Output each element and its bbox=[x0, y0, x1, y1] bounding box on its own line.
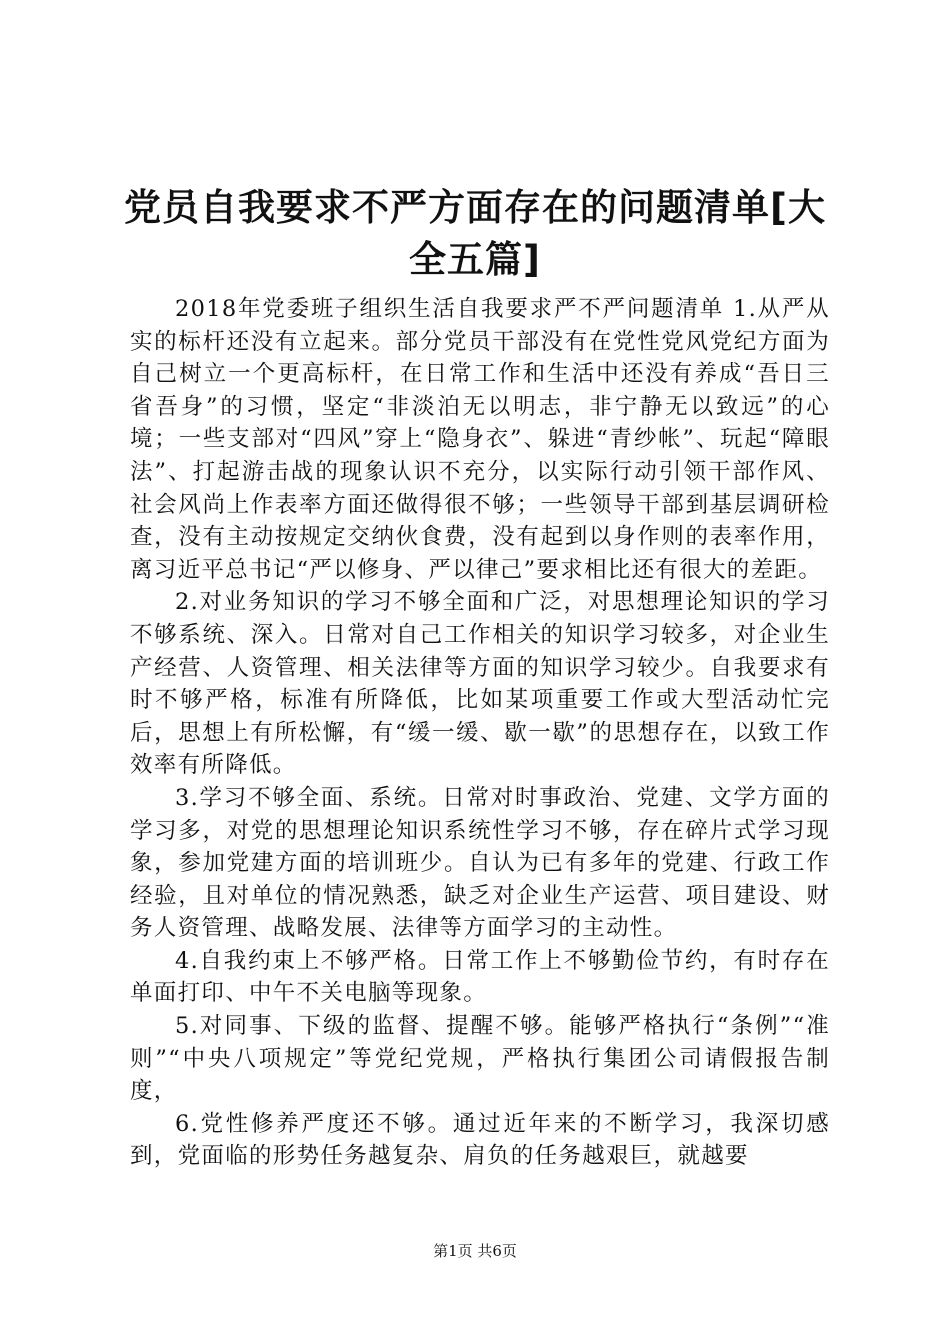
page-number-footer: 第1页 共6页 bbox=[433, 1242, 517, 1260]
paragraph-5: 5.对同事、下级的监督、提醒不够。能够严格执行“条例”“准则”“中央八项规定”等党纪党规，严格执行集团公司请假报告制度， bbox=[130, 1013, 830, 1105]
paragraph-6: 6.党性修养严度还不够。通过近年来的不断学习，我深切感到，党面临的形势任务越复杂、肩负的任务越艰巨，就越要 bbox=[130, 1110, 830, 1170]
document-body bbox=[130, 293, 830, 1173]
document-title: 党员自我要求不严方面存在的问题清单[大全五篇] bbox=[124, 186, 826, 281]
paragraph-4: 4.自我约束上不够严格。日常工作上不够勤俭节约，有时存在单面打印、中午不关电脑等现象。 bbox=[130, 947, 830, 1007]
paragraph-3: 3.学习不够全面、系统。日常对时事政治、党建、文学方面的学习多，对党的思想理论知识系统性学习不够，存在碎片式学习现象，参加党建方面的培训班少。自认为已有多年的党建、行政工作经验，且对单位的情况熟悉，缺乏对企业生产运营、项目建设、财务人资管理、战略发展、法律等方面学习的主动性。 bbox=[130, 784, 830, 942]
paragraph-2: 2.对业务知识的学习不够全面和广泛，对思想理论知识的学习不够系统、深入。日常对自己工作相关的知识学习较多，对企业生产经营、人资管理、相关法律等方面的知识学习较少。自我要求有时不够严格，标准有所降低，比如某项重要工作或大型活动忙完后，思想上有所松懈，有“缓一缓、歇一歇”的思想存在，以致工作效率有所降低。 bbox=[130, 589, 830, 779]
paragraph-1: 2018年党委班子组织生活自我要求严不严问题清单 1.从严从实的标杆还没有立起来。部分党员干部没有在党性党风党纪方面为自己树立一个更高标杆，在日常工作和生活中还没有养成“吾日三省吾身”的习惯，坚定“非淡泊无以明志，非宁静无以致远”的心境；一些支部对“四风”穿上“隐身衣”、躲进“青纱帐”、玩起“障眼法”、打起游击战的现象认识不充分，以实际行动引领干部作风、社会风尚上作表率方面还做得很不够；一些领导干部到基层调研检查，没有主动按规定交纳伙食费，没有起到以身作则的表率作用，离习近平总书记“严以修身、严以律己”要求相比还有很大的差距。 bbox=[130, 296, 830, 583]
